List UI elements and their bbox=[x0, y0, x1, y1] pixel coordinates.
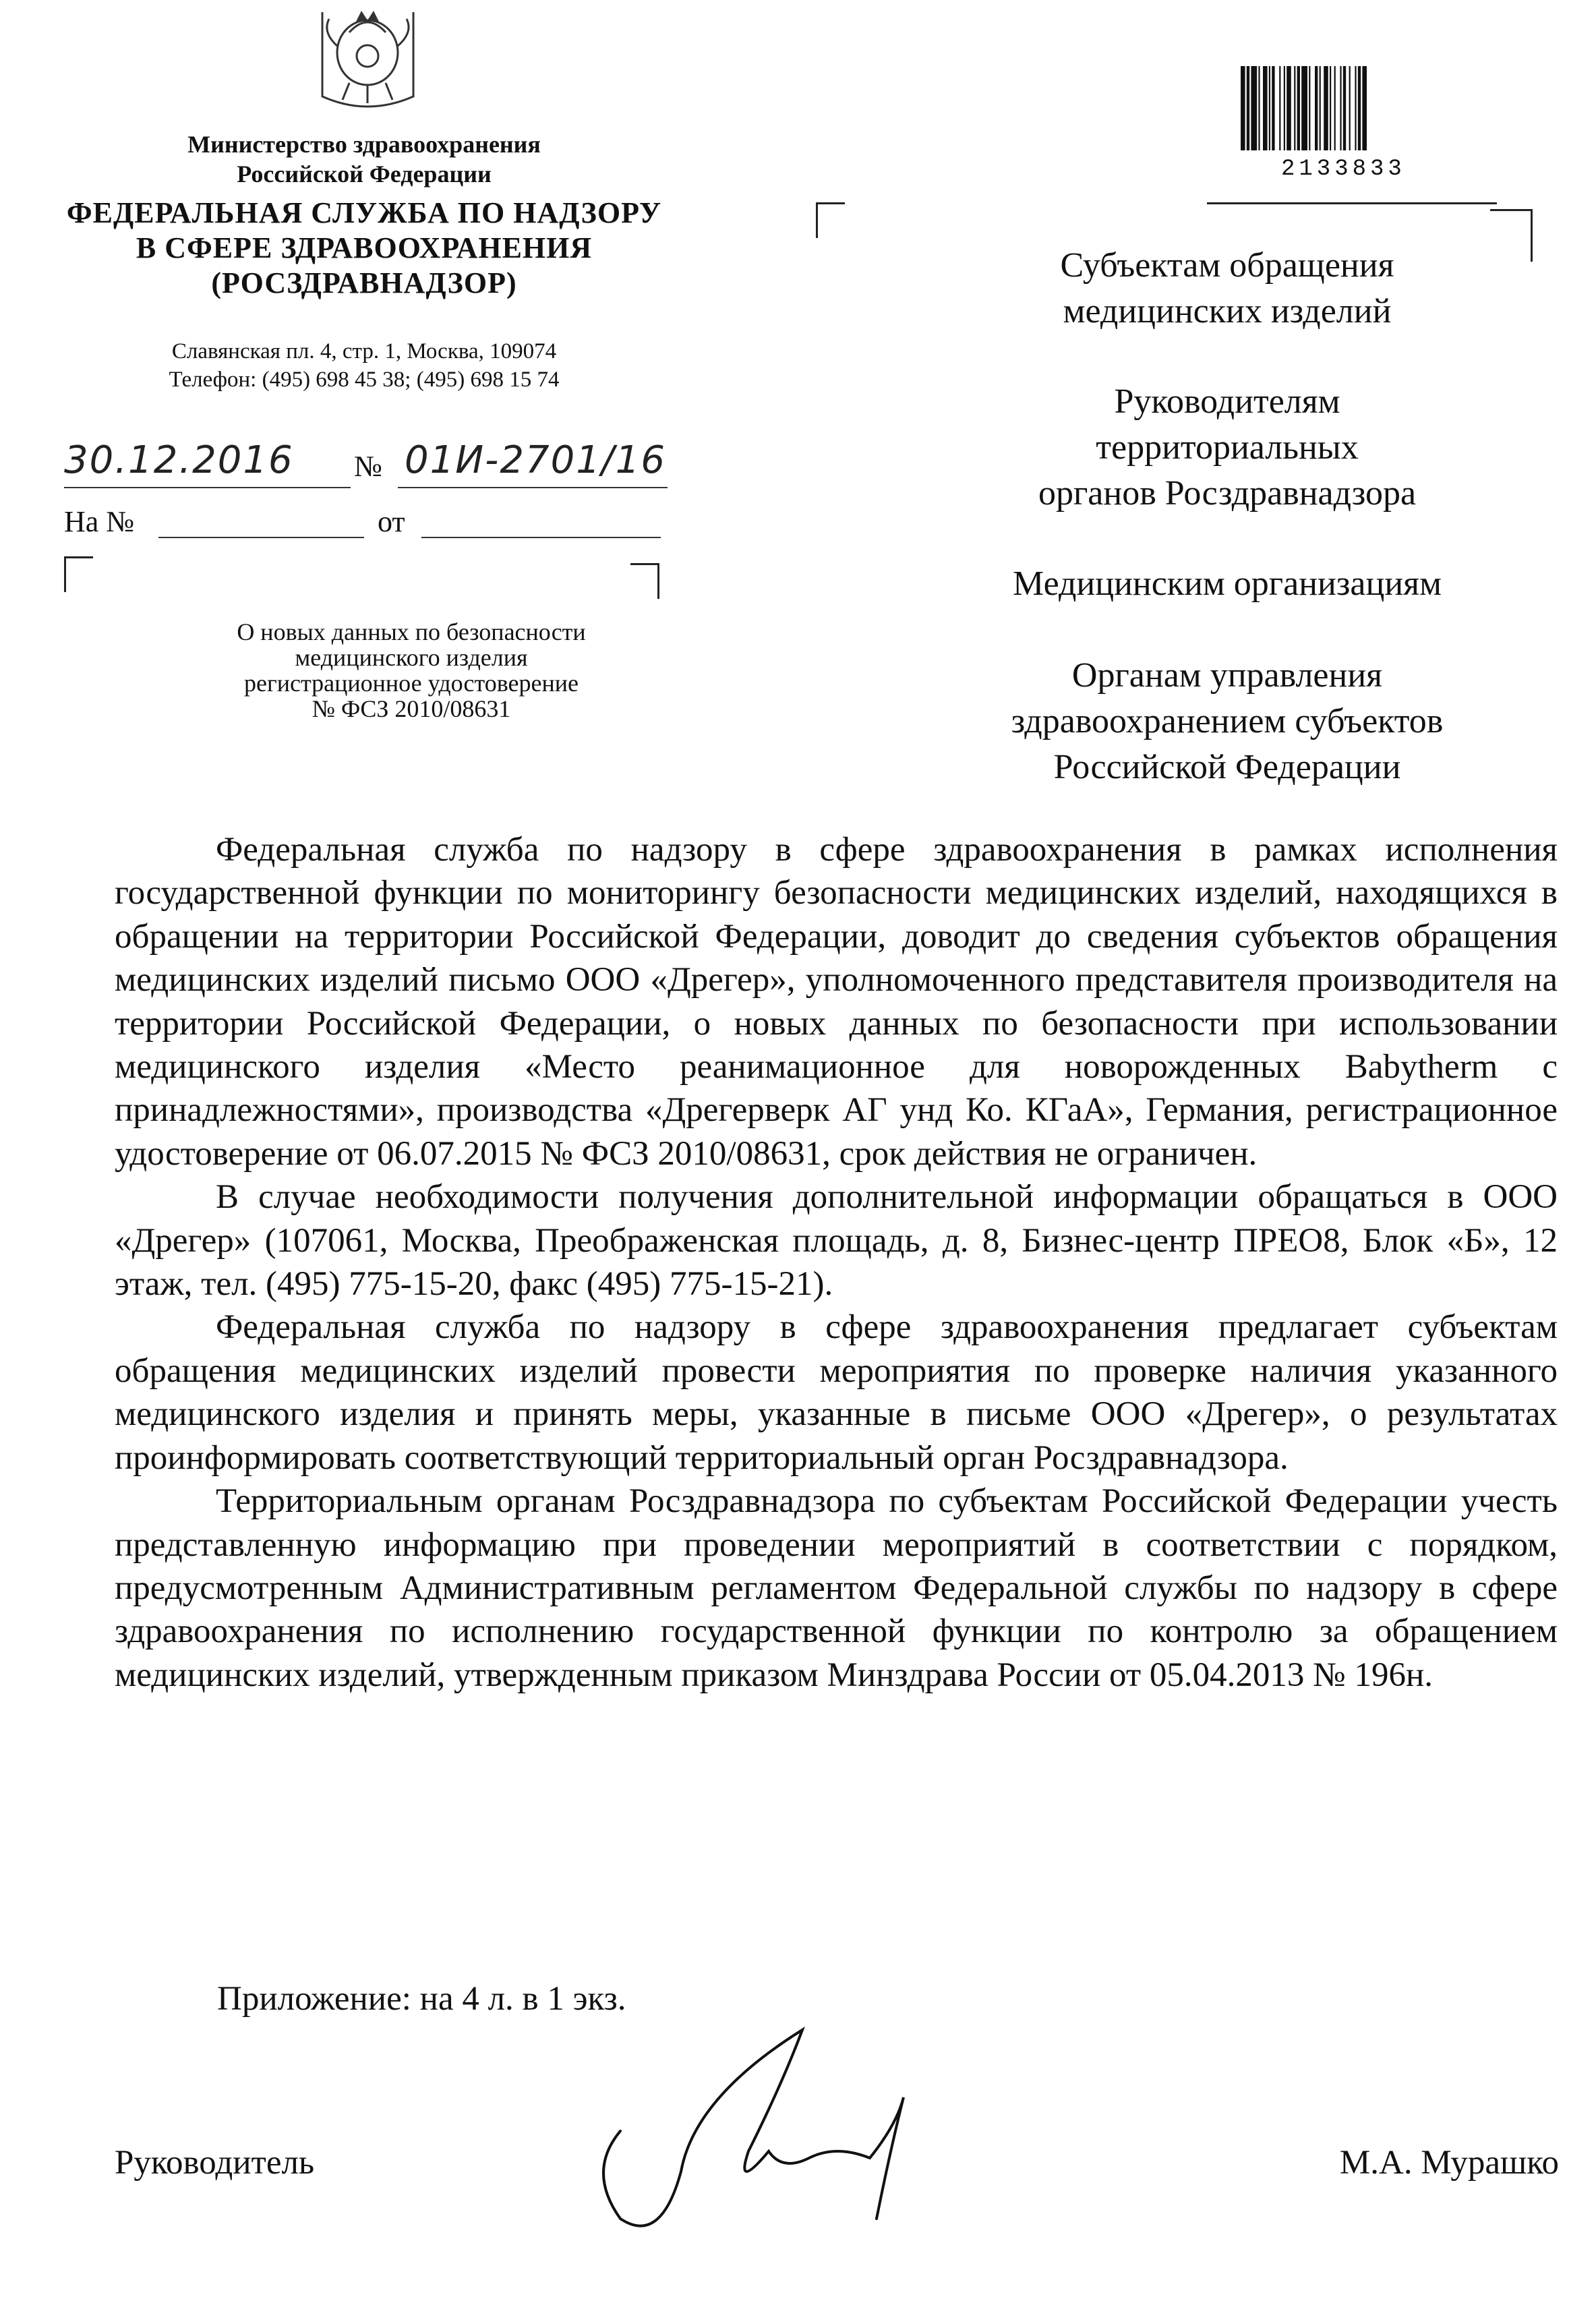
recipient-line: Российской Федерации bbox=[1053, 748, 1401, 786]
bracket-top-right bbox=[630, 563, 659, 599]
reference-date-line bbox=[421, 537, 661, 538]
service-name bbox=[27, 196, 701, 301]
registration-date: 30.12.2016 bbox=[64, 438, 294, 482]
registration-number: 01И-2701/16 bbox=[405, 438, 666, 482]
subject-line-4: № ФСЗ 2010/08631 bbox=[312, 695, 511, 722]
barcode-bar bbox=[1272, 66, 1274, 150]
barcode-bar bbox=[1315, 66, 1318, 150]
reference-number-line bbox=[158, 537, 364, 538]
recipient-line: Руководителям bbox=[1114, 382, 1340, 421]
recipient-group-4 bbox=[890, 653, 1564, 790]
barcode-bar bbox=[1279, 66, 1280, 150]
barcode-number: 2133833 bbox=[1281, 156, 1406, 182]
recipient-group-3 bbox=[890, 561, 1564, 607]
barcode-bar bbox=[1284, 66, 1285, 150]
barcode-bar bbox=[1340, 66, 1341, 150]
attachment-note: Приложение: на 4 л. в 1 экз. bbox=[217, 1980, 626, 2018]
subject-line-1: О новых данных по безопасности bbox=[237, 618, 586, 645]
barcode-bar bbox=[1241, 66, 1245, 150]
barcode-bar bbox=[1287, 66, 1291, 150]
barcode-bar bbox=[1247, 66, 1249, 150]
service-line-3: (РОСЗДРАВНАДЗОР) bbox=[211, 266, 517, 299]
body-paragraph-4: Территориальным органам Росздравнадзора по субъектам Российской Федерации учесть представленную информацию при проведении мероприятий в соответствии с порядком, предусмотренным Административным регламентом Федеральной службы по надзору в сфере здравоохранения по исполнению государственной функции по контролю за обращением медицинских изделий, утвержденным приказом Минздрава России от 05.04.2013 № 196н. bbox=[115, 1482, 1558, 1694]
letterhead-address bbox=[81, 337, 647, 394]
barcode-bar bbox=[1251, 66, 1257, 150]
body-paragraph-2: В случае необходимости получения дополнительной информации обращаться в ООО «Дрегер» (107061, Москва, Преображенская площадь, д. 8, Бизнес-центр ПРЕО8, Блок «Б», 12 этаж, тел. (495) 775-15-20, факс (495) 775-15-21). bbox=[115, 1178, 1558, 1304]
subject-line-2: медицинского изделия bbox=[295, 644, 528, 671]
barcode-bar bbox=[1355, 66, 1356, 150]
recipient-line: Субъектам обращения bbox=[1060, 246, 1394, 285]
signatory-name: М.А. Мурашко bbox=[1339, 2144, 1559, 2182]
phone-line: Телефон: (495) 698 45 38; (495) 698 15 74 bbox=[169, 368, 560, 392]
barcode-bar bbox=[1309, 66, 1310, 150]
barcode-bar bbox=[1301, 66, 1307, 150]
barcode-bar bbox=[1330, 66, 1331, 150]
barcode-bar bbox=[1358, 66, 1361, 150]
reference-number-label: На № bbox=[64, 505, 135, 538]
handwritten-signature bbox=[580, 2016, 957, 2259]
bracket-top-left bbox=[64, 556, 93, 592]
barcode-bar bbox=[1334, 66, 1336, 150]
address-line: Славянская пл. 4, стр. 1, Москва, 109074 bbox=[171, 339, 557, 363]
recipient-line: медицинских изделий bbox=[1063, 292, 1392, 330]
ministry-line-2: Российской Федерации bbox=[237, 161, 492, 187]
barcode-bar bbox=[1362, 66, 1367, 150]
ministry-name bbox=[108, 129, 620, 189]
barcode-bar bbox=[1343, 66, 1346, 150]
recipient-group-1 bbox=[890, 243, 1564, 334]
recipient-line: Органам управления bbox=[1071, 656, 1383, 695]
barcode-rule bbox=[1207, 202, 1497, 204]
date-underline bbox=[64, 487, 351, 488]
service-line-2: В СФЕРЕ ЗДРАВООХРАНЕНИЯ bbox=[136, 231, 593, 264]
body-paragraph-1: Федеральная служба по надзору в сфере здравоохранения в рамках исполнения государственной функции по мониторингу безопасности медицинских изделий, находящихся в обращении на территории Российской Федерации, доводит до сведения субъектов обращения медицинских изделий письмо ООО «Дрегер», уполномоченного представителя производителя на территории Российской Федерации, о новых данных по безопасности при использовании медицинского изделия «Место реанимационное для новорожденных Babytherm с принадлежностями», производства «Дрегерверк АГ унд Ко. КГаА», Германия, регистрационное удостоверение от 06.07.2015 № ФСЗ 2010/08631, срок действия не ограничен. bbox=[115, 831, 1558, 1173]
barcode-bar bbox=[1297, 66, 1300, 150]
signatory-role: Руководитель bbox=[115, 2144, 315, 2182]
barcode-bar bbox=[1324, 66, 1328, 150]
barcode-bar bbox=[1258, 66, 1260, 150]
subject-line-3: регистрационное удостоверение bbox=[243, 670, 579, 697]
letter-subject bbox=[175, 619, 647, 722]
recipient-line: Медицинским организациям bbox=[1013, 564, 1442, 603]
recipient-line: здравоохранением субъектов bbox=[1011, 702, 1444, 740]
barcode-image bbox=[1241, 66, 1463, 161]
barcode-bar bbox=[1349, 66, 1351, 150]
letter-body bbox=[115, 828, 1558, 1697]
registration-number-label: № bbox=[354, 450, 382, 483]
barcode-bar bbox=[1263, 66, 1268, 150]
recipient-group-2 bbox=[890, 379, 1564, 517]
barcode-bar bbox=[1320, 66, 1321, 150]
recipient-line: органов Росздравнадзора bbox=[1038, 474, 1417, 513]
barcode-bar bbox=[1269, 66, 1270, 150]
recipient-line: территориальных bbox=[1096, 428, 1359, 467]
barcode-bar bbox=[1294, 66, 1295, 150]
body-paragraph-3: Федеральная служба по надзору в сфере здравоохранения предлагает субъектам обращения медицинских изделий провести мероприятия по проверке наличия указанного медицинского изделия и принять меры, указанные в письме ООО «Дрегер», о результатах проинформировать соответствующий территориальный орган Росздравнадзора. bbox=[115, 1308, 1558, 1477]
service-line-1: ФЕДЕРАЛЬНАЯ СЛУЖБА ПО НАДЗОРУ bbox=[66, 196, 662, 229]
ministry-line-1: Министерство здравоохранения bbox=[187, 131, 541, 158]
number-underline bbox=[398, 487, 668, 488]
coat-of-arms-emblem bbox=[309, 5, 427, 113]
bracket-top-left-right-column bbox=[816, 202, 845, 238]
reference-date-label: от bbox=[378, 505, 405, 538]
